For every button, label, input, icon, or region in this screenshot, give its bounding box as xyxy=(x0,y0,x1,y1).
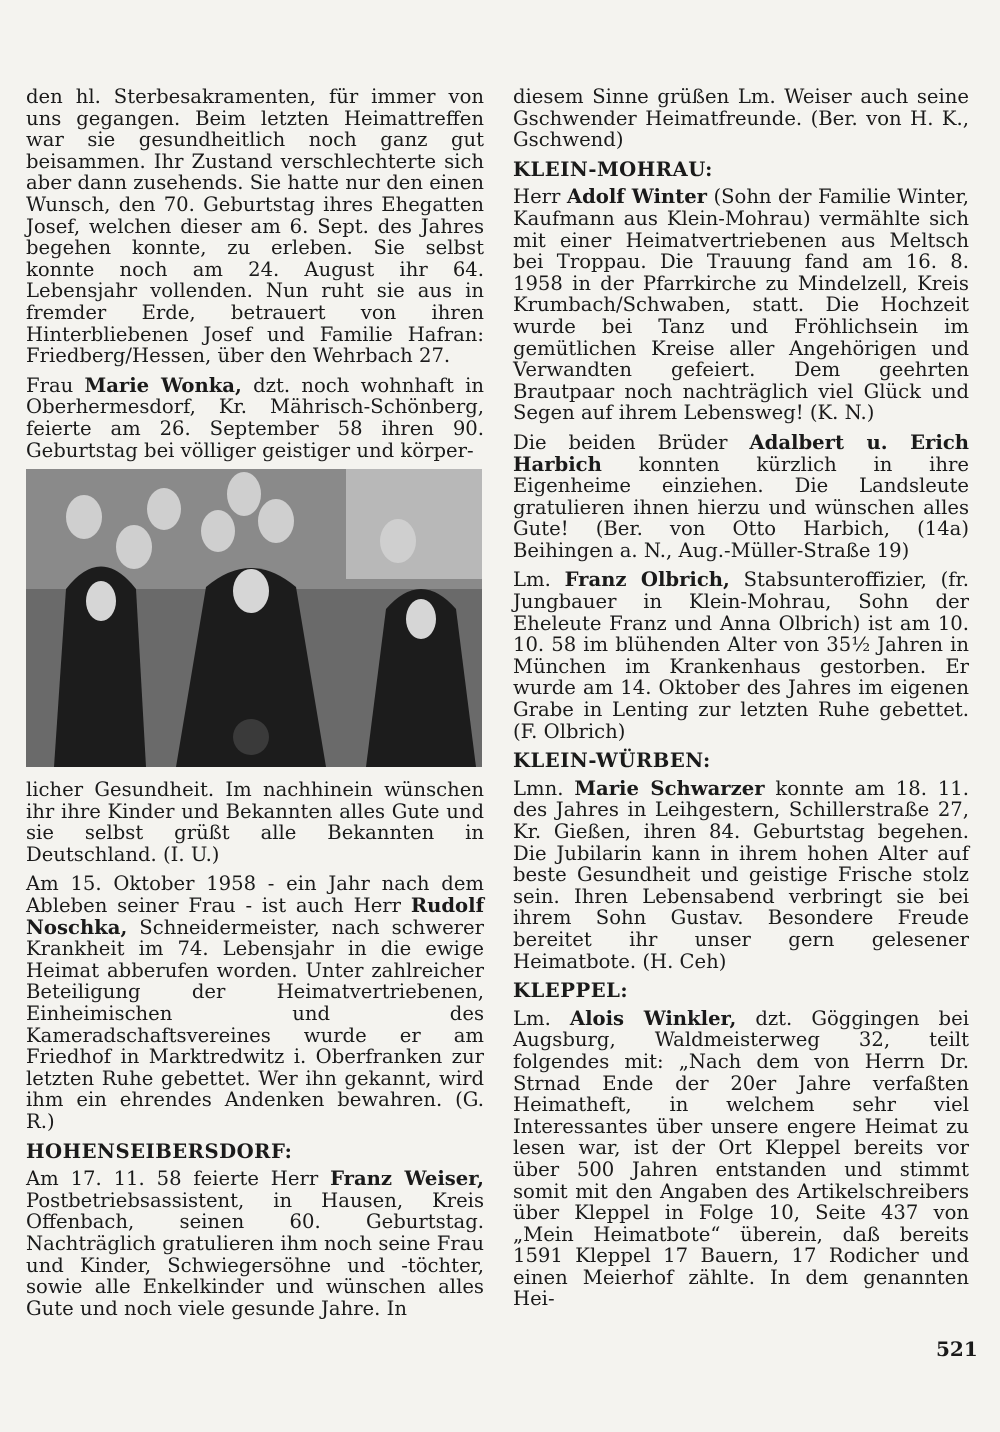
paragraph-noschka-obituary: Am 15. Oktober 1958 - ein Jahr nach dem Ableben seiner Frau - ist auch Herr Rudolf Noschka, Schneidermeister, nach schwerer Krankheit im 74. Lebensjahr in die ewige Heimat abberufen worden. Unter zahlreicher Beteiligung der Heimatvertriebenen, Einheimischen und des Kameradschaftsvereines wurde er am Friedhof in Marktredwitz i. Oberfranken zur letzten Ruhe gebettet. Wer ihn gekannt, wird ihm ein ehrendes Andenken bewahren. (G. R.) xyxy=(26,872,484,1133)
section-heading-hohenseibersdorf: HOHENSEIBERSDORF: xyxy=(26,1139,293,1163)
person-name: Marie Wonka, xyxy=(84,373,242,397)
paragraph-harbich-homes: Die beiden Brüder Adalbert u. Erich Harbich konnten kürzlich in ihre Eigenheime einziehen. Die Landsleute gratulieren ihnen hierzu und wünschen alles Gute! (Ber. von Otto Harbich, (14a) Beihingen a. N., Aug.-Müller-Straße 19) xyxy=(513,430,969,562)
section-heading-klein-wuerben: KLEIN-WÜRBEN: xyxy=(513,749,711,773)
person-name: Alois Winkler, xyxy=(569,1006,737,1030)
person-name: Adolf Winter xyxy=(566,185,707,209)
page-number: 521 xyxy=(936,1337,978,1361)
paragraph-winter-wedding: Herr Adolf Winter (Sohn der Familie Winter, Kaufmann aus Klein-Mohrau) vermählte sich mit einer Heimatvertriebenen aus Meltsch bei Troppau. Die Trauung fand am 16. 8. 1958 in der Pfarrkirche zu Mindelzell, Kreis Krumbach/Schwaben, statt. Die Hochzeit wurde bei Tanz und Fröhlichsein im gemütlichen Kreise aller Angehörigen und Verwandten gefeiert. Dem geehrten Brautpaar noch nachträglich viel Glück und Segen auf ihrem Lebensweg! (K. N.) xyxy=(513,185,969,425)
paragraph-weiser-continued: diesem Sinne grüßen Lm. Weiser auch seine Gschwender Heimatfreunde. (Ber. von H. K., Gschwend) xyxy=(513,85,969,152)
paragraph-winkler-kleppel: Lm. Alois Winkler, dzt. Göggingen bei Augsburg, Waldmeisterweg 32, teilt folgendes mit: „Nach dem von Herrn Dr. Strnad Ende der 20er Jahre verfaßten Heimatheft, in welchem sehr viel Interessantes über unsere engere Heimat zu lesen war, ist der Ort Kleppel bereits vor über 500 Jahren entstanden und stimmt somit mit den Angaben des Artikelschreibers über Kleppel in Folge 10, Seite 437 von „Mein Heimatbote“ überein, daß bereits 1591 Kleppel 17 Bauern, 17 Rodicher und einen Meierhof zählte. In dem genannten Hei- xyxy=(513,1006,969,1311)
right-column xyxy=(513,86,969,1318)
group-photo xyxy=(26,469,482,767)
section-heading-kleppel: KLEPPEL: xyxy=(513,979,629,1003)
paragraph-olbrich-obituary: Lm. Franz Olbrich, Stabsunteroffizier, (fr. Jungbauer in Klein-Mohrau, Sohn der Eheleute Franz und Anna Olbrich) ist am 10. 10. 58 im blühenden Alter von 35½ Jahren in München im Krankenhaus gestorben. Er wurde am 14. Oktober des Jahres im eigenen Grabe in Lenting zur letzten Ruhe gebettet. (F. Olbrich) xyxy=(513,568,969,743)
paragraph-hafran-obituary: den hl. Sterbesakramenten, für immer von uns gegangen. Beim letzten Heimattreffen war sie gesundheitlich noch ganz gut beisammen. Ihr Zustand verschlechterte sich aber dann zusehends. Sie hatte nur den einen Wunsch, den 70. Geburtstag ihres Ehegatten Josef, welchen dieser am 6. Sept. des Jahres begehen konnte, zu erleben. Sie selbst konnte noch am 24. August ihr 64. Lebensjahr vollenden. Nun ruht sie aus in fremder Erde, betrauert von ihren Hinterbliebenen Josef und Familie Hafran: Friedberg/Hessen, über den Wehrbach 27. xyxy=(26,85,484,368)
person-name: Marie Schwarzer xyxy=(574,776,765,800)
person-name: Franz Olbrich, xyxy=(564,568,730,592)
paragraph-weiser-birthday: Am 17. 11. 58 feierte Herr Franz Weiser, Postbetriebsassistent, in Hausen, Kreis Offenbach, seinen 60. Geburtstag. Nachträglich gratulieren ihm noch seine Frau und Kinder, Schwiegersöhne und -töchter, sowie alle Enkelkinder und wünschen alles Gute und noch viele gesunde Jahre. In xyxy=(26,1167,484,1320)
person-name: Adalbert u. Erich Harbich xyxy=(513,430,969,476)
left-column xyxy=(26,86,484,1327)
paragraph-wonka-continued: licher Gesundheit. Im nachhinein wünschen ihr ihre Kinder und Bekannten alles Gute und sie selbst grüßt alle Bekannten in Deutschland. (I. U.) xyxy=(26,778,484,866)
person-name: Franz Weiser, xyxy=(330,1167,484,1191)
section-heading-klein-mohrau: KLEIN-MOHRAU: xyxy=(513,157,713,181)
paragraph-wonka-birthday: Frau Marie Wonka, dzt. noch wohnhaft in Oberhermesdorf, Kr. Mährisch-Schönberg, feierte am 26. September 58 ihren 90. Geburtstag bei völliger geistiger und körper- xyxy=(26,373,484,462)
person-name: Rudolf Noschka, xyxy=(26,894,484,939)
paragraph-schwarzer-birthday: Lmn. Marie Schwarzer konnte am 18. 11. des Jahres in Leihgestern, Schillerstraße 27, Kr. Gießen, ihren 84. Geburtstag begehen. Die Jubilarin kann in ihrem hohen Alter auf beste Gesundheit und geistige Frische stolz sein. Ihren Lebensabend verbringt sie bei ihrem Sohn Gustav. Besondere Freude bereitet ihr unser gern gelesener Heimatbote. (H. Ceh) xyxy=(513,776,970,973)
